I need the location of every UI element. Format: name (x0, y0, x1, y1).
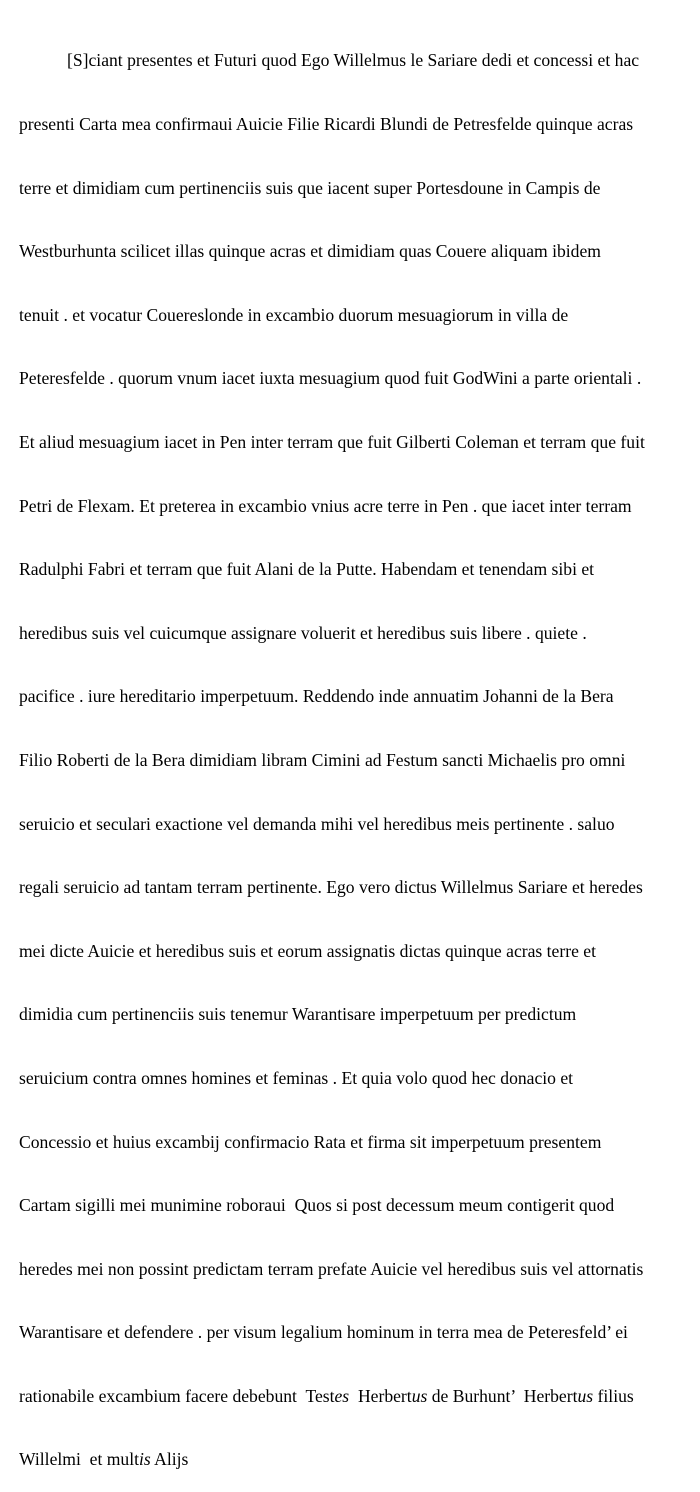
text-line: tenuit . et vocatur Couereslonde in excambio duorum mesuagiorum in villa de (19, 304, 569, 325)
italic-abbreviation: us (411, 1385, 428, 1406)
text-line: Et aliud mesuagium iacet in Pen inter terram que fuit Gilberti Coleman et terram que fuit (19, 431, 645, 452)
text-line: Filio Roberti de la Bera dimidiam libram Cimini ad Festum sancti Michaelis pro omni (19, 749, 626, 770)
text-segment: filius (593, 1385, 634, 1406)
text-line: heredes mei non possint predictam terram prefate Auicie vel heredibus suis vel attornatis (19, 1258, 644, 1279)
text-line: heredibus suis vel cuicumque assignare voluerit et heredibus suis libere . quiete . (19, 622, 587, 643)
text-line: terre et dimidiam cum pertinenciis suis que iacent super Portesdoune in Campis de (19, 177, 601, 198)
text-line: Concessio et huius excambij confirmacio Rata et firma sit imperpetuum presentem (19, 1131, 602, 1152)
text-segment: Alijs (150, 1449, 189, 1470)
text-segment: Willelmi et mult (19, 1449, 139, 1470)
text-line: Peteresfelde . quorum vnum iacet iuxta mesuagium quod fuit GodWini a parte orientali . (19, 368, 642, 389)
text-line: presenti Carta mea confirmaui Auicie Filie Ricardi Blundi de Petresfelde quinque acras (19, 114, 634, 134)
text-line: Petri de Flexam. Et preterea in excambio vnius acre terre in Pen . que iacet inter terram (19, 495, 632, 516)
text-line: mei dicte Auicie et heredibus suis et eorum assignatis dictas quinque acras terre et (19, 940, 596, 961)
text-segment: de Burhunt’ Herbert (427, 1385, 578, 1406)
italic-abbreviation: es (334, 1385, 350, 1406)
text-segment: rationabile excambium facere debebunt (19, 1385, 306, 1406)
text-line-witnesses (19, 1386, 685, 1407)
charter-text (19, 8, 685, 1492)
text-line: dimidia cum pertinenciis suis tenemur Warantisare imperpetuum per predictum (19, 1004, 577, 1025)
text-line: [S]ciant presentes et Futuri quod Ego Willelmus le Sariare dedi et concessi et hac (67, 50, 640, 71)
text-segment: Test (305, 1385, 335, 1406)
text-segment: Herbert (349, 1385, 412, 1406)
text-line: seruicio et seculari exactione vel demanda mihi vel heredibus meis pertinente . saluo (19, 813, 615, 834)
text-line: Warantisare et defendere . per visum legalium hominum in terra mea de Peteresfeld’ ei (19, 1322, 628, 1343)
text-line-final (19, 1449, 685, 1470)
text-line: regali seruicio ad tantam terram pertinente. Ego vero dictus Willelmus Sariare et heredes (19, 877, 643, 898)
text-line: Radulphi Fabri et terram que fuit Alani de la Putte. Habendam et tenendam sibi et (19, 559, 595, 580)
italic-abbreviation: us (577, 1385, 594, 1406)
text-line: pacifice . iure hereditario imperpetuum. Reddendo inde annuatim Johanni de la Bera (19, 686, 614, 707)
text-line: Cartam sigilli mei munimine roboraui Quos si post decessum meum contigerit quod (19, 1195, 615, 1216)
italic-abbreviation: is (139, 1449, 151, 1470)
text-line: seruicium contra omnes homines et feminas . Et quia volo quod hec donacio et (19, 1067, 574, 1088)
text-line: Westburhunta scilicet illas quinque acras et dimidiam quas Couere aliquam ibidem (19, 241, 601, 262)
